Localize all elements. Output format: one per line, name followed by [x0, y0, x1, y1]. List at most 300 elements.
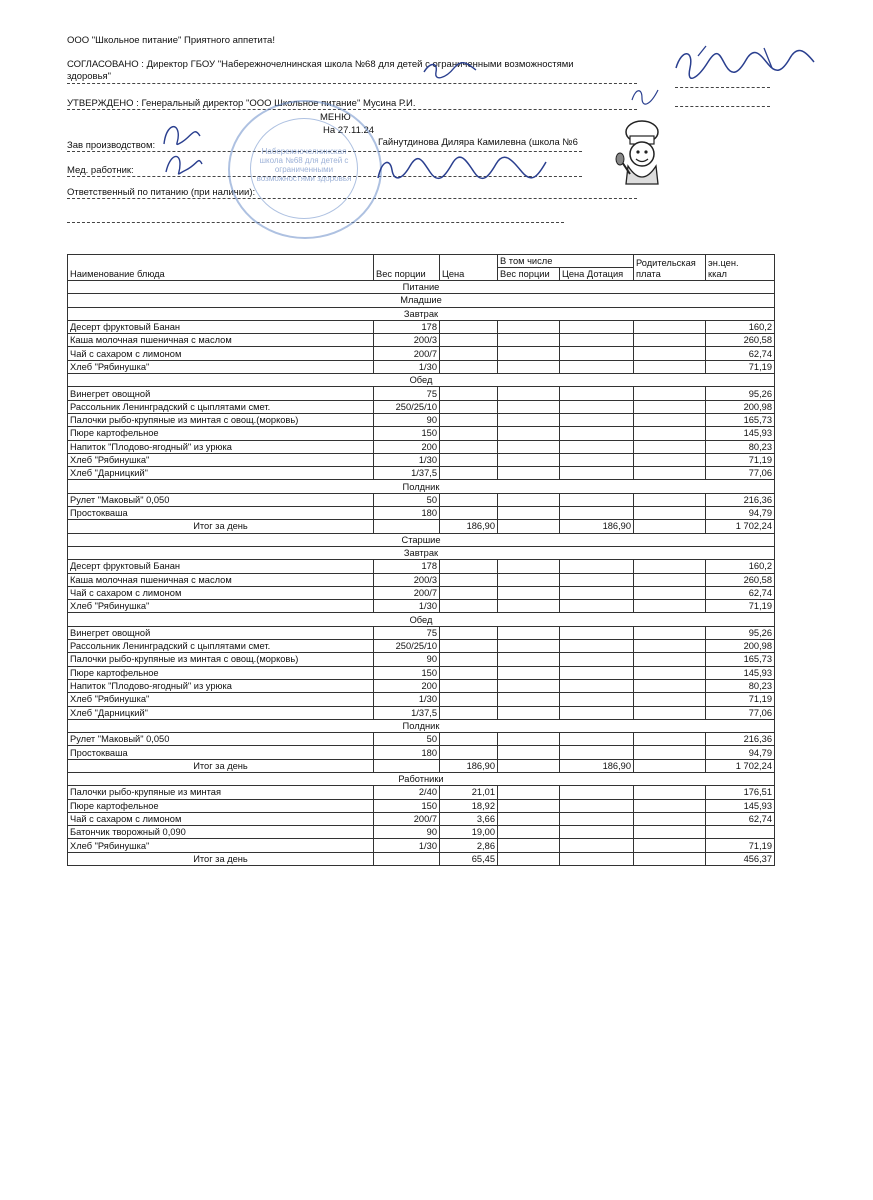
cell-energy: 95,26: [706, 626, 775, 639]
cell-weight: 200/3: [374, 334, 440, 347]
section-label: Завтрак: [68, 546, 775, 559]
cell-name: Напиток "Плодово-ягодный" из урюка: [68, 679, 374, 692]
cell-incl-price: [560, 653, 634, 666]
section-row: [68, 480, 775, 493]
cell-incl-weight: [498, 586, 560, 599]
cell-weight: 50: [374, 733, 440, 746]
cell-price: [440, 440, 498, 453]
cell-price: [440, 586, 498, 599]
cell-energy: 77,06: [706, 706, 775, 719]
table-row: [68, 626, 775, 639]
cell-energy: 71,19: [706, 693, 775, 706]
energy-header-line1: эн.цен.: [708, 258, 739, 268]
stamp-text: Набережночелнинская школа №68 для детей с ограниченными возможностями здоровья: [256, 147, 352, 183]
cell-price: [440, 320, 498, 333]
cell-energy: 145,93: [706, 427, 775, 440]
cell-incl-weight: [498, 852, 560, 865]
cell-incl-weight: [498, 839, 560, 852]
cell-weight: 1/30: [374, 693, 440, 706]
table-row: [68, 839, 775, 852]
cell-energy: 77,06: [706, 467, 775, 480]
cell-energy: 176,51: [706, 786, 775, 799]
cell-energy: 71,19: [706, 839, 775, 852]
cell-price: [440, 653, 498, 666]
cell-price: [440, 573, 498, 586]
cell-weight: 75: [374, 626, 440, 639]
cell-incl-weight: [498, 334, 560, 347]
cell-weight: 1/30: [374, 839, 440, 852]
cell-incl-weight: [498, 799, 560, 812]
total-row: [68, 852, 775, 865]
cell-price: 186,90: [440, 759, 498, 772]
cell-incl-weight: [498, 507, 560, 520]
responsible-label: Ответственный по питанию (при наличии):: [67, 187, 256, 198]
col-energy-header: [706, 255, 775, 281]
cell-parent: [634, 746, 706, 759]
section-row: [68, 613, 775, 626]
cell-weight: 1/37,5: [374, 706, 440, 719]
cell-weight: 150: [374, 799, 440, 812]
cell-incl-weight: [498, 440, 560, 453]
col-price-header: Цена: [440, 255, 498, 281]
cell-energy: 71,19: [706, 600, 775, 613]
cell-price: 21,01: [440, 786, 498, 799]
cell-incl-weight: [498, 679, 560, 692]
table-row: [68, 799, 775, 812]
cell-energy: 1 702,24: [706, 520, 775, 533]
cell-incl-weight: [498, 759, 560, 772]
cell-incl-price: [560, 413, 634, 426]
table-row: [68, 693, 775, 706]
table-row: [68, 640, 775, 653]
table-row: [68, 440, 775, 453]
cell-energy: 145,93: [706, 666, 775, 679]
cell-incl-price: [560, 347, 634, 360]
cell-incl-weight: [498, 573, 560, 586]
divider: [67, 109, 637, 110]
section-row: [68, 294, 775, 307]
cell-weight: 200: [374, 679, 440, 692]
cell-parent: [634, 693, 706, 706]
table-row: [68, 387, 775, 400]
cell-parent: [634, 573, 706, 586]
cell-energy: 216,36: [706, 733, 775, 746]
cell-incl-weight: [498, 812, 560, 825]
table-row: [68, 360, 775, 373]
cell-price: [440, 360, 498, 373]
table-row: [68, 320, 775, 333]
cell-name: Простокваша: [68, 746, 374, 759]
cell-parent: [634, 347, 706, 360]
section-row: [68, 546, 775, 559]
cell-incl-price: [560, 560, 634, 573]
col-weight-header: Вес порции: [374, 255, 440, 281]
cell-price: [440, 453, 498, 466]
cell-weight: 1/30: [374, 360, 440, 373]
cell-price: 19,00: [440, 826, 498, 839]
cell-incl-weight: [498, 427, 560, 440]
cell-parent: [634, 600, 706, 613]
cell-incl-price: [560, 507, 634, 520]
energy-header-line2: ккал: [708, 269, 727, 279]
cell-incl-weight: [498, 560, 560, 573]
incl-weight-header: Вес порции: [498, 268, 560, 280]
cell-price: [440, 467, 498, 480]
cell-parent: [634, 799, 706, 812]
cell-incl-weight: [498, 400, 560, 413]
parent-header-line1: Родительская: [636, 258, 696, 268]
cell-weight: 200/7: [374, 812, 440, 825]
cell-incl-weight: [498, 453, 560, 466]
cell-incl-price: [560, 360, 634, 373]
cell-incl-weight: [498, 387, 560, 400]
section-label: Работники: [68, 772, 775, 785]
cell-weight: 250/25/10: [374, 400, 440, 413]
cell-incl-price: [560, 387, 634, 400]
cell-energy: 165,73: [706, 653, 775, 666]
table-row: [68, 812, 775, 825]
cell-name: Рассольник Ленинградский с цыплятами смет.: [68, 640, 374, 653]
cell-weight: 178: [374, 560, 440, 573]
cell-energy: 94,79: [706, 507, 775, 520]
cell-name: Пюре картофельное: [68, 799, 374, 812]
cell-price: [440, 666, 498, 679]
chef-icon: [612, 118, 670, 190]
cell-price: [440, 427, 498, 440]
cell-parent: [634, 360, 706, 373]
table-header-row: [68, 255, 775, 281]
cell-parent: [634, 586, 706, 599]
cell-price: [440, 640, 498, 653]
cell-price: 186,90: [440, 520, 498, 533]
cell-energy: 165,73: [706, 413, 775, 426]
total-row: [68, 520, 775, 533]
table-row: [68, 666, 775, 679]
cell-parent: [634, 507, 706, 520]
cell-weight: 75: [374, 387, 440, 400]
parent-header-line2: плата: [636, 269, 661, 279]
cell-name: Пюре картофельное: [68, 427, 374, 440]
cell-incl-weight: [498, 786, 560, 799]
cell-incl-price: [560, 626, 634, 639]
cell-energy: 94,79: [706, 746, 775, 759]
table-row: [68, 467, 775, 480]
cell-price: [440, 560, 498, 573]
cell-incl-weight: [498, 653, 560, 666]
section-label: Младшие: [68, 294, 775, 307]
section-row: [68, 772, 775, 785]
cell-weight: 90: [374, 826, 440, 839]
cell-name: Палочки рыбо-крупяные из минтая с овощ.(морковь): [68, 413, 374, 426]
cell-incl-price: [560, 334, 634, 347]
cell-weight: [374, 852, 440, 865]
cell-parent: [634, 759, 706, 772]
cell-incl-weight: [498, 320, 560, 333]
signature-small: [628, 82, 664, 108]
section-label: Питание: [68, 281, 775, 294]
signature-medic-name: [372, 150, 552, 186]
cell-incl-price: [560, 320, 634, 333]
cell-incl-weight: [498, 520, 560, 533]
cell-incl-weight: [498, 626, 560, 639]
cell-weight: [374, 759, 440, 772]
signature-right-top: [668, 38, 818, 86]
cell-name: Палочки рыбо-крупяные из минтая: [68, 786, 374, 799]
cell-name: Чай с сахаром с лимоном: [68, 812, 374, 825]
cell-name: Винегрет овощной: [68, 626, 374, 639]
cell-energy: 71,19: [706, 360, 775, 373]
cell-parent: [634, 679, 706, 692]
cell-name: Рассольник Ленинградский с цыплятами смет.: [68, 400, 374, 413]
cell-weight: 200/7: [374, 347, 440, 360]
cell-weight: 180: [374, 746, 440, 759]
cell-incl-weight: [498, 746, 560, 759]
cell-incl-weight: [498, 600, 560, 613]
table-row: [68, 600, 775, 613]
table-row: [68, 493, 775, 506]
total-row: [68, 759, 775, 772]
section-label: Полдник: [68, 480, 775, 493]
cell-incl-price: [560, 799, 634, 812]
cell-parent: [634, 520, 706, 533]
agreed-line-2: здоровья": [67, 71, 112, 82]
cell-energy: 1 702,24: [706, 759, 775, 772]
cell-energy: 160,2: [706, 320, 775, 333]
cell-price: [440, 679, 498, 692]
cell-incl-price: [560, 400, 634, 413]
table-row: [68, 413, 775, 426]
cell-name: Батончик творожный 0,090: [68, 826, 374, 839]
table-row: [68, 733, 775, 746]
incl-group-label: В том числе: [498, 255, 633, 268]
cell-incl-price: [560, 746, 634, 759]
cell-name: Винегрет овощной: [68, 387, 374, 400]
menu-date: На 27.11.24: [323, 125, 375, 136]
cell-parent: [634, 427, 706, 440]
cell-incl-price: [560, 427, 634, 440]
table-row: [68, 334, 775, 347]
table-row: [68, 560, 775, 573]
cell-energy: 62,74: [706, 347, 775, 360]
signature-medic: [160, 148, 206, 180]
cell-price: [440, 626, 498, 639]
cell-name: Хлеб "Рябинушка": [68, 360, 374, 373]
menu-title: МЕНЮ: [320, 112, 351, 123]
cell-incl-weight: [498, 413, 560, 426]
cell-incl-price: 186,90: [560, 759, 634, 772]
cell-name: Рулет "Маковый" 0,050: [68, 493, 374, 506]
cell-parent: [634, 706, 706, 719]
cell-price: [440, 347, 498, 360]
cell-name: Итог за день: [68, 520, 374, 533]
section-label: Полдник: [68, 719, 775, 732]
cell-weight: 50: [374, 493, 440, 506]
cell-parent: [634, 440, 706, 453]
cell-name: Чай с сахаром с лимоном: [68, 347, 374, 360]
table-row: [68, 400, 775, 413]
cell-incl-price: [560, 839, 634, 852]
cell-weight: 150: [374, 666, 440, 679]
cell-incl-price: [560, 826, 634, 839]
divider: [675, 106, 770, 107]
cell-price: [440, 600, 498, 613]
cell-weight: 90: [374, 413, 440, 426]
cell-parent: [634, 786, 706, 799]
cell-price: [440, 746, 498, 759]
cell-parent: [634, 334, 706, 347]
cell-price: [440, 493, 498, 506]
col-parent-header: [634, 255, 706, 281]
cell-incl-weight: [498, 347, 560, 360]
cell-energy: 260,58: [706, 334, 775, 347]
signature-production: [158, 118, 204, 152]
cell-price: [440, 413, 498, 426]
divider: [675, 87, 770, 88]
cell-name: Хлеб "Рябинушка": [68, 453, 374, 466]
table-row: [68, 427, 775, 440]
cell-incl-price: 186,90: [560, 520, 634, 533]
table-row: [68, 786, 775, 799]
cell-energy: 200,98: [706, 640, 775, 653]
table-row: [68, 573, 775, 586]
cell-name: Десерт фруктовый Банан: [68, 320, 374, 333]
table-row: [68, 706, 775, 719]
cell-parent: [634, 852, 706, 865]
cell-weight: 1/30: [374, 600, 440, 613]
cell-energy: 456,37: [706, 852, 775, 865]
cell-energy: 62,74: [706, 812, 775, 825]
cell-parent: [634, 467, 706, 480]
approved-line: УТВЕРЖДЕНО : Генеральный директор "ООО Школьное питание" Мусина Р.И.: [67, 98, 416, 109]
cell-parent: [634, 826, 706, 839]
cell-weight: 180: [374, 507, 440, 520]
cell-price: 3,66: [440, 812, 498, 825]
cell-incl-price: [560, 706, 634, 719]
cell-energy: 80,23: [706, 679, 775, 692]
cell-incl-weight: [498, 666, 560, 679]
cell-name: Каша молочная пшеничная с маслом: [68, 573, 374, 586]
cell-incl-price: [560, 493, 634, 506]
cell-name: Напиток "Плодово-ягодный" из урюка: [68, 440, 374, 453]
cell-parent: [634, 560, 706, 573]
cell-energy: 95,26: [706, 387, 775, 400]
section-label: Обед: [68, 374, 775, 387]
section-row: [68, 307, 775, 320]
cell-incl-weight: [498, 360, 560, 373]
cell-parent: [634, 493, 706, 506]
divider: [67, 83, 637, 84]
cell-energy: 160,2: [706, 560, 775, 573]
cell-price: [440, 733, 498, 746]
cell-weight: [374, 520, 440, 533]
section-row: [68, 281, 775, 294]
cell-incl-price: [560, 440, 634, 453]
cell-incl-price: [560, 573, 634, 586]
cell-incl-price: [560, 733, 634, 746]
cell-incl-price: [560, 640, 634, 653]
cell-price: [440, 693, 498, 706]
cell-parent: [634, 839, 706, 852]
organization-stamp: [228, 100, 382, 239]
cell-name: Десерт фруктовый Банан: [68, 560, 374, 573]
cell-incl-weight: [498, 693, 560, 706]
table-row: [68, 453, 775, 466]
cell-incl-price: [560, 666, 634, 679]
cell-incl-price: [560, 679, 634, 692]
cell-name: Хлеб "Рябинушка": [68, 839, 374, 852]
cell-incl-price: [560, 852, 634, 865]
agreed-line-1: СОГЛАСОВАНО : Директор ГБОУ "Набережночелнинская школа №68 для детей с ограниченными возможностями: [67, 59, 574, 70]
cell-parent: [634, 453, 706, 466]
cell-parent: [634, 626, 706, 639]
cell-incl-weight: [498, 733, 560, 746]
table-row: [68, 507, 775, 520]
cell-name: Итог за день: [68, 759, 374, 772]
production-name: Гайнутдинова Диляра Камилевна (школа №6: [378, 137, 578, 148]
cell-parent: [634, 387, 706, 400]
cell-incl-price: [560, 812, 634, 825]
cell-weight: 1/37,5: [374, 467, 440, 480]
cell-parent: [634, 413, 706, 426]
cell-price: [440, 387, 498, 400]
cell-incl-weight: [498, 640, 560, 653]
cell-price: 18,92: [440, 799, 498, 812]
cell-name: Пюре картофельное: [68, 666, 374, 679]
cell-weight: 178: [374, 320, 440, 333]
menu-table: [67, 254, 775, 866]
cell-parent: [634, 400, 706, 413]
section-row: [68, 719, 775, 732]
cell-parent: [634, 640, 706, 653]
cell-incl-weight: [498, 493, 560, 506]
cell-name: Чай с сахаром с лимоном: [68, 586, 374, 599]
col-name-header: Наименование блюда: [68, 255, 374, 281]
cell-energy: 145,93: [706, 799, 775, 812]
cell-name: Хлеб "Дарницкий": [68, 706, 374, 719]
cell-price: [440, 334, 498, 347]
production-label: Зав производством:: [67, 140, 156, 151]
cell-energy: 71,19: [706, 453, 775, 466]
cell-weight: 250/25/10: [374, 640, 440, 653]
cell-parent: [634, 653, 706, 666]
medic-label: Мед. работник:: [67, 165, 134, 176]
cell-weight: 150: [374, 427, 440, 440]
table-row: [68, 746, 775, 759]
cell-incl-weight: [498, 467, 560, 480]
cell-name: Каша молочная пшеничная с маслом: [68, 334, 374, 347]
cell-incl-price: [560, 786, 634, 799]
table-row: [68, 826, 775, 839]
cell-parent: [634, 812, 706, 825]
section-row: [68, 533, 775, 546]
org-line: ООО "Школьное питание" Приятного аппетита!: [67, 35, 275, 46]
cell-energy: 62,74: [706, 586, 775, 599]
cell-price: 65,45: [440, 852, 498, 865]
table-row: [68, 586, 775, 599]
cell-parent: [634, 666, 706, 679]
cell-energy: [706, 826, 775, 839]
cell-name: Хлеб "Рябинушка": [68, 600, 374, 613]
cell-weight: 1/30: [374, 453, 440, 466]
cell-energy: 80,23: [706, 440, 775, 453]
cell-energy: 200,98: [706, 400, 775, 413]
cell-incl-weight: [498, 826, 560, 839]
cell-energy: 260,58: [706, 573, 775, 586]
cell-name: Хлеб "Дарницкий": [68, 467, 374, 480]
cell-price: [440, 706, 498, 719]
cell-energy: 216,36: [706, 493, 775, 506]
cell-incl-price: [560, 467, 634, 480]
